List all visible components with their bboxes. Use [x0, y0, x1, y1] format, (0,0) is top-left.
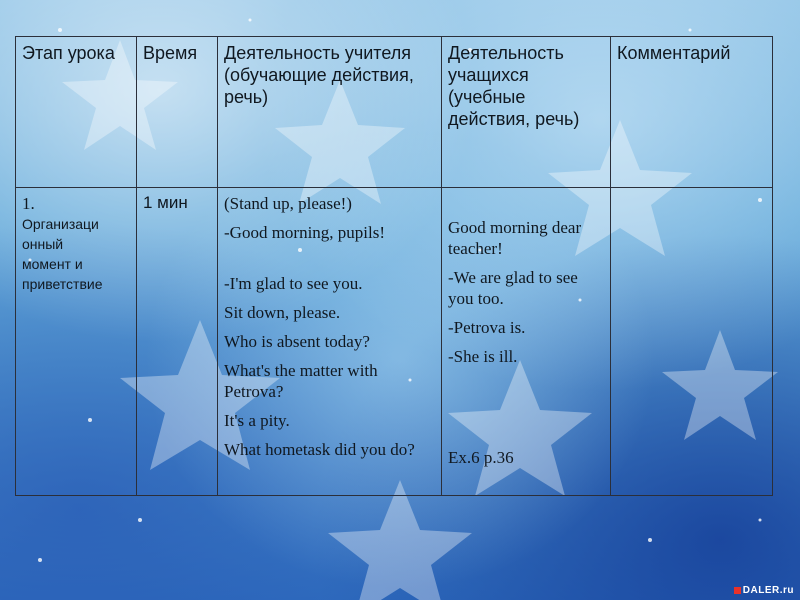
teacher-line: Sit down, please. — [224, 303, 341, 322]
teacher-line: -Good morning, pupils! — [224, 223, 386, 242]
cell-teacher-activity — [218, 188, 442, 496]
logo-mark-icon — [734, 587, 741, 594]
header-stage: Этап урока — [16, 37, 137, 188]
header-student-activity: Деятельность учащихся (учебные действия, речь) — [442, 37, 611, 188]
logo-text: DALER.ru — [742, 585, 794, 596]
teacher-line: Who is absent today? — [224, 332, 370, 351]
table-row — [16, 188, 773, 496]
header-comment: Комментарий — [611, 37, 773, 188]
teacher-line: What hometask did you do? — [224, 440, 415, 459]
site-logo — [734, 585, 794, 596]
student-line: Good morning dear teacher! — [448, 218, 582, 258]
cell-time: 1 мин — [137, 188, 218, 496]
lesson-plan-table — [15, 36, 773, 496]
teacher-line: (Stand up, please!) — [224, 194, 352, 213]
teacher-line: It's a pity. — [224, 411, 290, 430]
stage-line: момент и — [22, 256, 83, 272]
cell-comment — [611, 188, 773, 496]
stage-line: приветствие — [22, 276, 103, 292]
teacher-line: What's the matter with Petrova? — [224, 361, 378, 401]
student-line: -Petrova is. — [448, 318, 526, 337]
table-header-row — [16, 37, 773, 188]
student-line: -We are glad to see you too. — [448, 268, 578, 308]
cell-stage — [16, 188, 137, 496]
header-time: Время — [137, 37, 218, 188]
cell-student-activity — [442, 188, 611, 496]
stage-line: онный — [22, 236, 64, 252]
student-line: -She is ill. — [448, 347, 518, 366]
teacher-line: -I'm glad to see you. — [224, 274, 363, 293]
header-teacher-activity: Деятельность учителя (обучающие действия, речь) — [218, 37, 442, 188]
student-line: Ex.6 p.36 — [448, 448, 514, 467]
stage-number: 1. — [22, 194, 35, 213]
stage-line: Организаци — [22, 216, 99, 232]
